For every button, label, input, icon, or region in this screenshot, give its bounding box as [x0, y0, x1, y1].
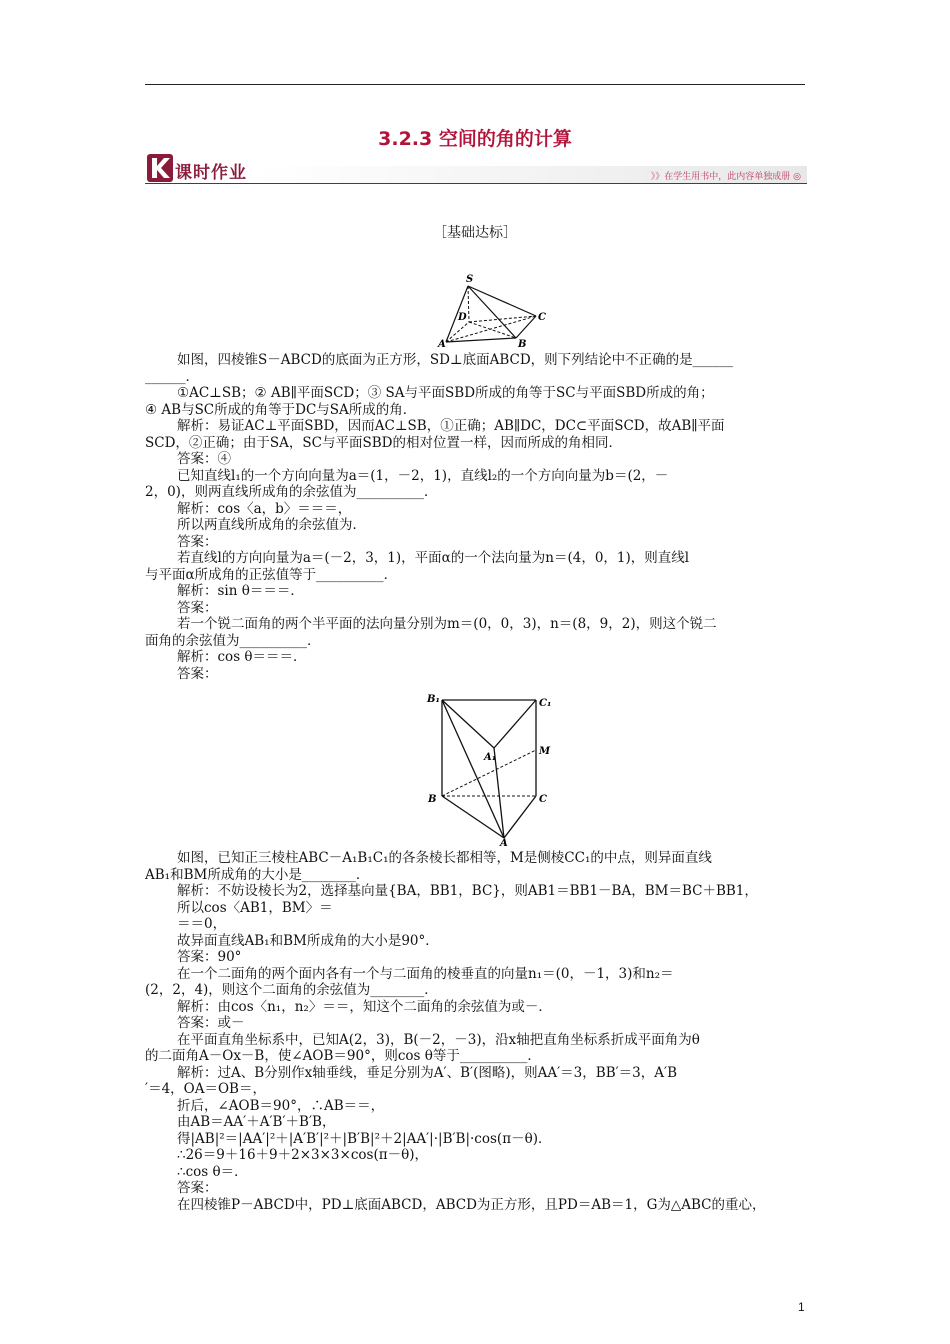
text-line: ＝＝0， [177, 916, 227, 932]
banner-underline [145, 183, 807, 184]
text-line: ∴cos θ＝． [177, 1163, 248, 1180]
text-line: 答案：90° [177, 949, 242, 965]
text-line: ______． [145, 368, 199, 385]
text-line: 解析：cos〈a，b〉＝＝＝， [177, 500, 352, 517]
section-heading: ［基础达标］ [433, 225, 517, 241]
label-b: B [428, 794, 437, 805]
text-line: 答案： [177, 533, 218, 550]
text-line: 若一个锐二面角的两个半平面的法向量分别为m＝(0，0，3)，n＝(8，9，2)，则这个锐二 [177, 616, 717, 632]
text-line: SCD，②正确；由于SA，SC与平面SBD的相对位置一样，因而所成的角相同． [145, 434, 622, 451]
text-line: 与平面α所成角的正弦值等于__________． [145, 566, 398, 583]
label-s: S [466, 274, 474, 285]
k-logo-icon [147, 154, 173, 182]
text-line: 解析：易证AC⊥平面SBD，因而AC⊥SB，①正确；AB∥DC，DC⊂平面SCD，故AB∥平面 [177, 418, 725, 434]
text-line: 答案：或－ [177, 1015, 245, 1031]
pyramid-figure [436, 270, 554, 348]
text-line: 已知直线l₁的一个方向向量为a＝(1，－2，1)，直线l₂的一个方向向量为b＝(2，－ [177, 467, 669, 484]
label-d: D [458, 312, 467, 323]
text-line: 2，0)，则两直线所成角的余弦值为__________． [145, 484, 438, 500]
page-title: 3.2.3 空间的角的计算 [378, 128, 572, 150]
text-line: 解析：不妨设棱长为2，选择基向量{BA，BB1，BC}，则AB1＝BB1－BA，BM＝BC＋BB1， [177, 883, 758, 899]
homework-banner [145, 152, 807, 186]
text-line: 在平面直角坐标系中，已知A(2，3)，B(－2，－3)，沿x轴把直角坐标系折成平面角为θ [177, 1031, 700, 1048]
text-line: 答案： [177, 599, 218, 616]
label-b1: B₁ [427, 694, 440, 705]
text-line: ′＝4，OA＝OB＝， [145, 1081, 266, 1097]
text-line: 答案：④ [177, 451, 231, 467]
text-line: 在四棱锥P－ABCD中，PD⊥底面ABCD，ABCD为正方形，且PD＝AB＝1，G为△ABC的重心， [177, 1196, 766, 1213]
banner-note: 》》在学生用书中，此内容单独成册 ◎ [650, 172, 801, 182]
text-line: 如图，四棱锥S－ABCD的底面为正方形，SD⊥底面ABCD，则下列结论中不正确的是______ [177, 352, 734, 368]
text-line: 所以cos〈AB1，BM〉＝ [177, 899, 333, 916]
header-rule [145, 84, 805, 85]
text-line: 故异面直线AB₁和BM所成角的大小是90°． [177, 932, 439, 949]
text-line: 如图，已知正三棱柱ABC－A₁B₁C₁的各条棱长都相等，M是侧棱CC₁的中点，则异面直线 [177, 850, 712, 866]
text-line: ∴26＝9＋16＋9＋2×3×3×cos(π－θ)， [177, 1147, 428, 1163]
label-m: M [539, 746, 551, 757]
text-line: 答案： [177, 665, 218, 682]
text-line: 解析：cos θ＝＝＝． [177, 649, 307, 665]
text-line: 面角的余弦值为__________． [145, 632, 321, 649]
problems-block-1 [145, 352, 805, 682]
text-line: 所以两直线所成角的余弦值为． [177, 517, 366, 533]
text-line: ④ AB与SC所成的角等于DC与SA所成的角． [145, 401, 417, 418]
label-c1: C₁ [539, 698, 552, 709]
text-line: 折后，∠AOB＝90°，∴AB＝＝， [177, 1097, 385, 1114]
label-c: C [538, 312, 546, 323]
text-line: 在一个二面角的两个面内各有一个与二面角的棱垂直的向量n₁＝(0，－1，3)和n₂＝ [177, 965, 674, 982]
label-a1: A₁ [484, 752, 497, 763]
text-line: 解析：由cos〈n₁，n₂〉＝＝，知这个二面角的余弦值为或－． [177, 998, 552, 1015]
text-line: 若直线l的方向向量为a＝(－2，3，1)，平面α的一个法向量为n＝(4，0，1)，则直线l [177, 550, 690, 566]
text-line: AB₁和BM所成角的大小是________． [145, 866, 370, 883]
text-line: ①AC⊥SB；② AB∥平面SCD；③ SA与平面SBD所成的角等于SC与平面SBD所成的角； [177, 385, 714, 401]
text-line: 答案： [177, 1180, 218, 1196]
text-line: 解析：过A、B分别作x轴垂线，垂足分别为A′、B′(图略)，则AA′＝3，BB′＝3，A′B [177, 1064, 678, 1081]
text-line: (2，2，4)，则这个二面角的余弦值为________． [145, 982, 438, 998]
text-line: 的二面角A－Ox－B，使∠AOB＝90°，则cos θ等于__________． [145, 1048, 541, 1064]
label-a: A [500, 838, 508, 846]
page-number: 1 [798, 1300, 805, 1314]
text-line: 由AB＝AA′＋A′B′＋B′B， [177, 1114, 336, 1130]
label-c: C [539, 794, 547, 805]
text-line: 得|AB|²＝|AA′|²＋|A′B′|²＋|B′B|²＋2|AA′|·|B′B|·cos(π－θ)． [177, 1130, 552, 1147]
label-b: B [518, 339, 527, 348]
problems-block-2 [145, 850, 805, 1213]
text-line: 解析：sin θ＝＝＝． [177, 583, 304, 599]
prism-figure [424, 688, 556, 846]
banner-label: 课时作业 [175, 163, 247, 183]
label-a: A [438, 339, 446, 348]
